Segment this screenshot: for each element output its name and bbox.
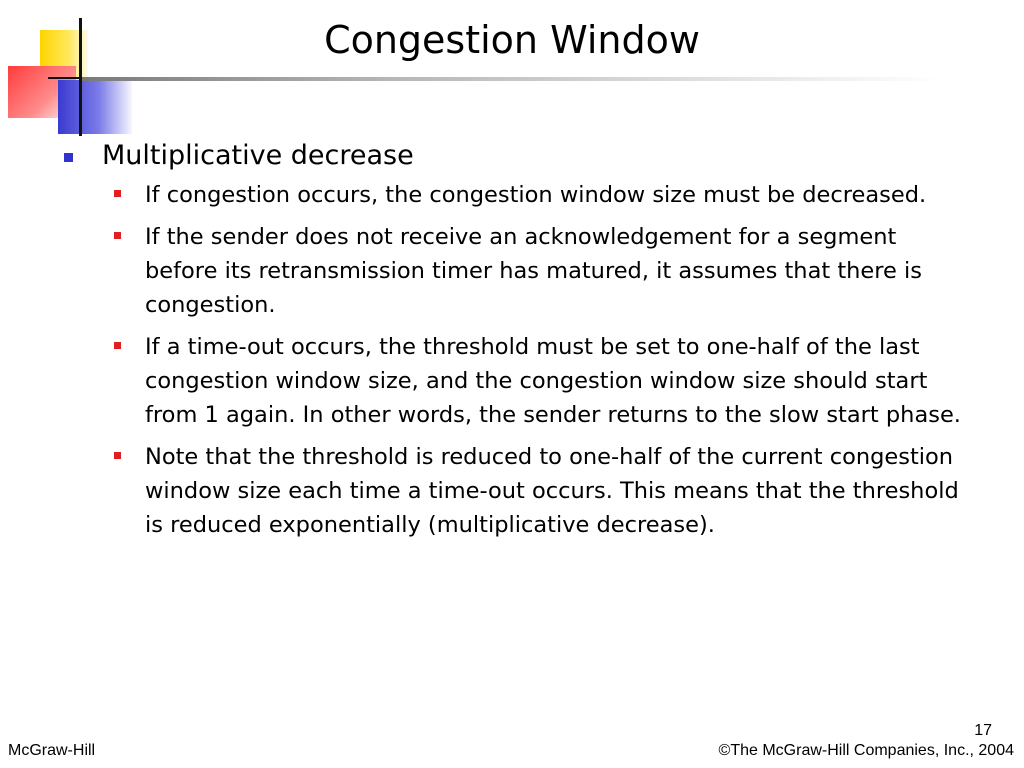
footer-copyright: ©The McGraw-Hill Companies, Inc., 2004 <box>718 742 1014 759</box>
sub-bullet-item <box>62 440 972 542</box>
sub-bullet-text: If a time-out occurs, the threshold must be set to one-half of the last congestion window size, and the congestion window size should start from 1 again. In other words, the sender returns to the slow start phase. <box>145 334 961 428</box>
sub-bullet-item <box>62 178 972 212</box>
main-bullet-item <box>62 136 972 176</box>
sub-bullet-item <box>62 220 972 322</box>
small-square-bullet-icon <box>114 190 121 197</box>
square-bullet-icon <box>64 153 73 162</box>
main-bullet-text: Multiplicative decrease <box>102 140 414 171</box>
small-square-bullet-icon <box>114 232 121 239</box>
small-square-bullet-icon <box>114 452 121 459</box>
slide-content <box>62 136 972 550</box>
sub-bullet-text: Note that the threshold is reduced to one-half of the current congestion window size each time a time-out occurs. This means that the threshold is reduced exponentially (multiplicative decrease). <box>145 444 959 538</box>
page-number: 17 <box>974 722 992 739</box>
slide-title: Congestion Window <box>324 18 700 62</box>
sub-bullet-item <box>62 330 972 432</box>
sub-bullet-text: If congestion occurs, the congestion window size must be decreased. <box>145 182 927 208</box>
sub-bullet-text: If the sender does not receive an acknowledgement for a segment before its retransmission timer has matured, it assumes that there is congestion. <box>145 224 922 318</box>
sub-bullet-list <box>62 178 972 542</box>
title-divider <box>82 77 942 81</box>
footer-publisher: McGraw-Hill <box>8 742 96 759</box>
small-square-bullet-icon <box>114 342 121 349</box>
logo-blue-square <box>58 80 132 134</box>
